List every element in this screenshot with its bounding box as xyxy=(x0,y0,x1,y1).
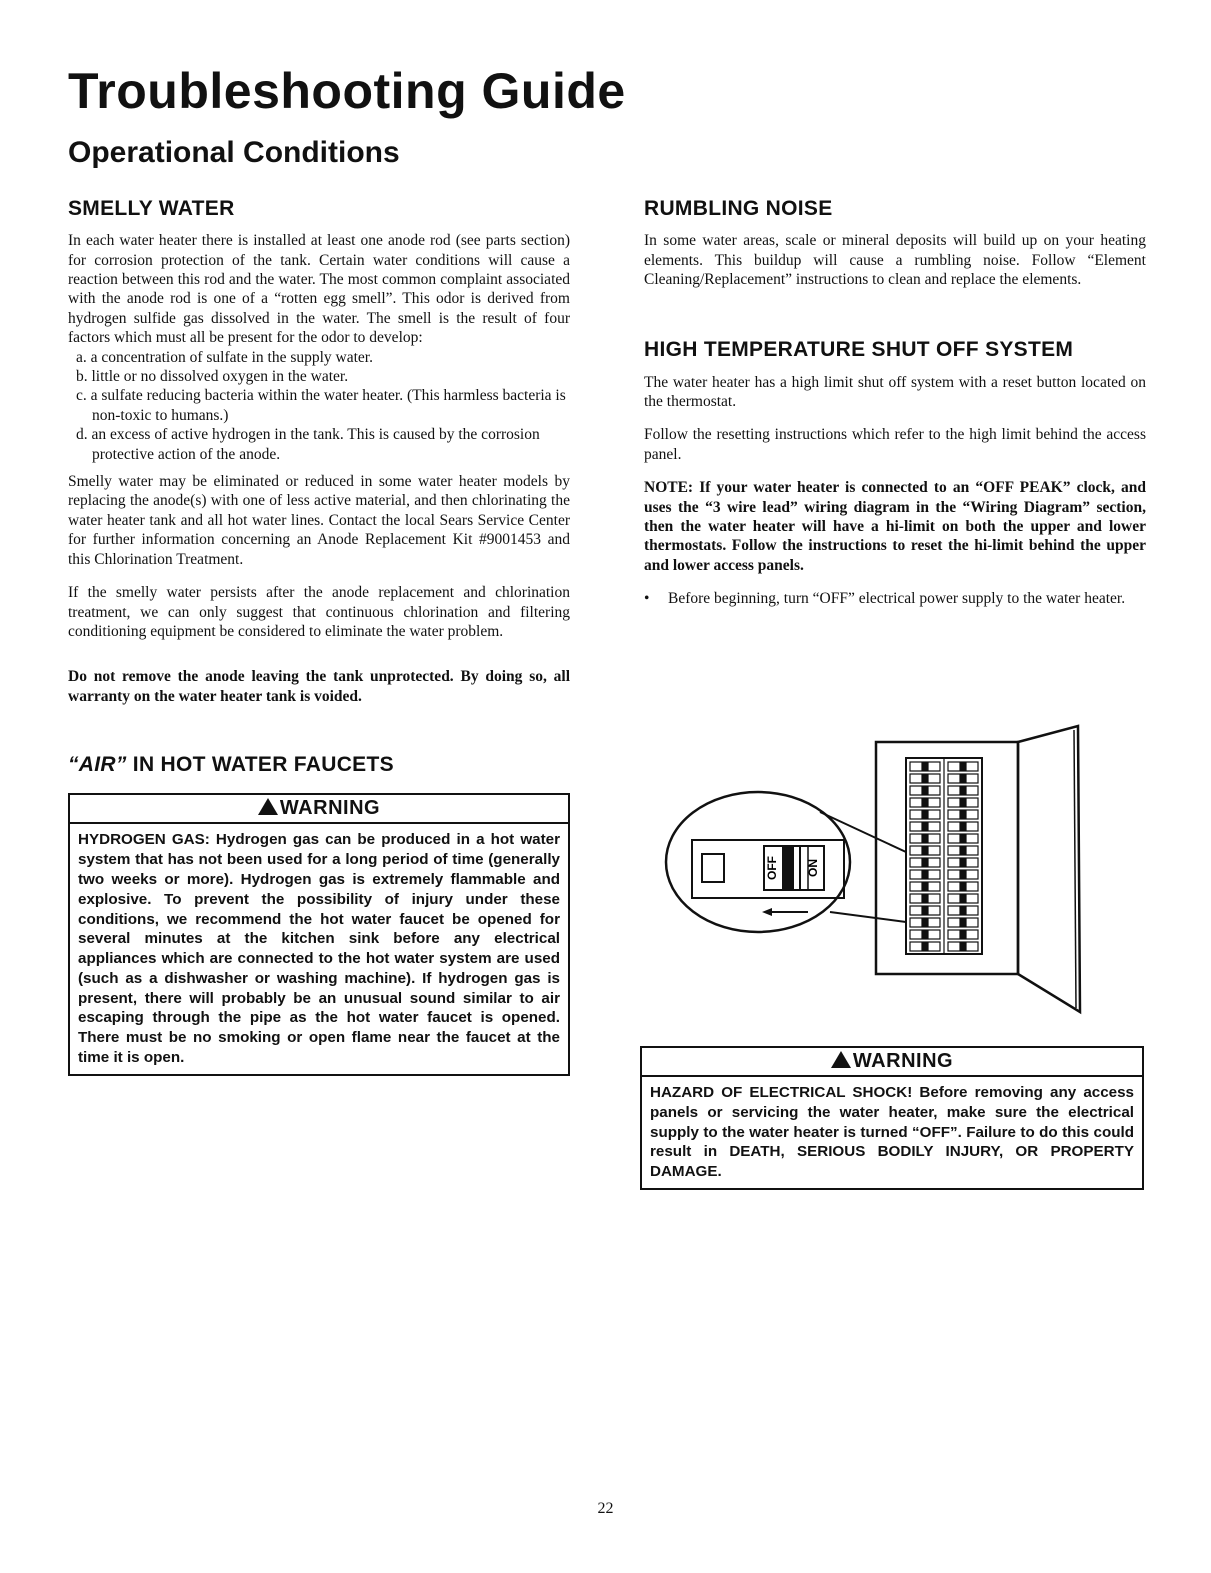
breaker-toggle xyxy=(960,943,966,950)
page-number: 22 xyxy=(597,1500,614,1517)
switch-off-label: OFF xyxy=(765,856,779,880)
breaker-toggle xyxy=(922,883,928,890)
factor-item: d. an excess of active hydrogen in the tank. This is caused by the corrosion protective action of the anode. xyxy=(76,426,540,463)
hydrogen-warning-text: HYDROGEN GAS: Hydrogen gas can be produced in a hot water system that has not been used for a long period of time (generally two weeks or more). Hydrogen gas is extremely flammable and explosive. To prevent the possibility of injury under these conditions, we recommend the hot water faucet be opened for several minutes at the kitchen sink before any electrical appliances which are connected to the hot water system are used (such as a dishwasher or washing machine). If hydrogen gas is present, there will probably be an unusual sound similar to air escaping through the pipe as the hot water faucet is opened. There must be no smoking or open flame near the faucet at the time it is open. xyxy=(78,831,560,1067)
breaker-toggle xyxy=(922,931,928,938)
left-column xyxy=(68,196,570,1076)
smelly-water-remedy: Smelly water may be eliminated or reduced in some water heater models by replacing the anode(s) with one of less active material, and then chlorinating the water heater tank and all hot water lines. Contact the local Sears Service Center for further information concerning an Anode Replacement Kit #9001453 and this Chlorination Treatment. xyxy=(68,473,570,568)
breaker-toggle xyxy=(922,871,928,878)
breaker-toggle xyxy=(960,919,966,926)
air-quote: “AIR” xyxy=(68,753,127,777)
breaker-toggle xyxy=(960,907,966,914)
breaker-toggle xyxy=(960,787,966,794)
breaker-toggle xyxy=(922,847,928,854)
power-off-text: Before beginning, turn “OFF” electrical power supply to the water heater. xyxy=(668,590,1126,608)
breaker-toggle xyxy=(922,835,928,842)
bullet-dot: • xyxy=(644,590,650,608)
high-temp-p1: The water heater has a high limit shut off system with a reset button located on the thermostat. xyxy=(644,373,1146,410)
anode-caution: Do not remove the anode leaving the tank unprotected. By doing so, all warranty on the water heater tank is voided. xyxy=(68,668,570,705)
breaker-toggle xyxy=(960,847,966,854)
page-title: Troubleshooting Guide xyxy=(68,63,626,119)
breaker-toggle xyxy=(922,919,928,926)
page-subtitle: Operational Conditions xyxy=(68,136,400,169)
factor-item: b. little or no dissolved oxygen in the water. xyxy=(76,368,349,386)
warning-header xyxy=(642,1048,1142,1077)
warning-triangle-icon xyxy=(258,798,278,815)
right-column xyxy=(644,196,1146,609)
factor-item: c. a sulfate reducing bacteria within the water heater. (This harmless bacteria is non-toxic to humans.) xyxy=(76,387,566,424)
breaker-toggle xyxy=(960,775,966,782)
off-peak-note: NOTE: If your water heater is connected to an “OFF PEAK” clock, and uses the “3 wire lead” wiring diagram in the “Wiring Diagram” section, then the water heater will have a hi-limit on both the upper and lower thermostats. Follow the instructions to reset the hi-limit behind the upper and lower access panels. xyxy=(644,479,1146,574)
breaker-toggle xyxy=(922,787,928,794)
breaker-toggle xyxy=(960,763,966,770)
breaker-toggle xyxy=(960,799,966,806)
breaker-toggle xyxy=(960,931,966,938)
breaker-toggle xyxy=(922,799,928,806)
breaker-toggle xyxy=(922,943,928,950)
warning-header xyxy=(70,795,568,824)
air-faucets-heading xyxy=(68,752,570,777)
breaker-toggle xyxy=(960,859,966,866)
smelly-water-intro: In each water heater there is installed at least one anode rod (see parts section) for corrosion protection of the tank. Certain water conditions will cause a reaction between this rod and the water. The most common complaint associated with the anode rod is one of a “rotten egg smell”. This odor is derived from hydrogen sulfide gas dissolved in the water. The smell is the result of four factors which must all be present for the odor to develop: xyxy=(68,232,570,347)
breaker-toggle xyxy=(922,823,928,830)
breaker-toggle xyxy=(922,811,928,818)
breaker-toggle xyxy=(960,895,966,902)
factor-item: a. a concentration of sulfate in the supply water. xyxy=(76,348,373,366)
breaker-toggle xyxy=(922,859,928,866)
warning-triangle-icon xyxy=(831,1051,851,1068)
switch-on-label: ON xyxy=(806,859,820,877)
breaker-stack xyxy=(906,758,982,954)
smelly-water-factors xyxy=(68,348,570,464)
breaker-toggle xyxy=(960,811,966,818)
breaker-toggle xyxy=(922,775,928,782)
breaker-toggle xyxy=(960,871,966,878)
hydrogen-warning-box xyxy=(68,793,570,1076)
high-temp-heading: HIGH TEMPERATURE SHUT OFF SYSTEM xyxy=(644,338,1074,362)
high-temp-p2: Follow the resetting instructions which refer to the high limit behind the access panel. xyxy=(644,426,1146,463)
smelly-water-heading: SMELLY WATER xyxy=(68,197,235,220)
breaker-toggle xyxy=(922,895,928,902)
warning-label: WARNING xyxy=(279,797,381,820)
panel-box xyxy=(876,742,1018,974)
air-heading-rest: IN HOT WATER FAUCETS xyxy=(126,753,394,777)
power-off-bullet xyxy=(644,589,1146,608)
breaker-toggle xyxy=(960,883,966,890)
panel-door xyxy=(1018,726,1080,1012)
smelly-water-persist: If the smelly water persists after the anode replacement and chlorination treatment, we can only suggest that continuous chlorination and filtering conditioning equipment be considered to eliminate the water problem. xyxy=(68,584,570,640)
breaker-toggle xyxy=(922,763,928,770)
breaker-toggle xyxy=(922,907,928,914)
warning-label: WARNING xyxy=(852,1050,954,1072)
breaker-panel-illustration xyxy=(660,722,1140,1022)
shock-warning-box xyxy=(640,1046,1144,1190)
breaker-toggle xyxy=(960,835,966,842)
shock-warning-text: HAZARD OF ELECTRICAL SHOCK! Before removing any access panels or servicing the water heater, make sure the electrical supply to the water heater is turned “OFF”. Failure to do this could result in DEATH, SERIOUS BODILY INJURY, OR PROPERTY DAMAGE. xyxy=(650,1084,1134,1181)
rumbling-noise-text: In some water areas, scale or mineral deposits will build up on your heating elements. This buildup will cause a rumbling noise. Follow “Element Cleaning/Replacement” instructions to clean and replace the elements. xyxy=(644,232,1146,288)
breaker-toggle xyxy=(960,823,966,830)
rumbling-noise-heading: RUMBLING NOISE xyxy=(644,197,833,220)
